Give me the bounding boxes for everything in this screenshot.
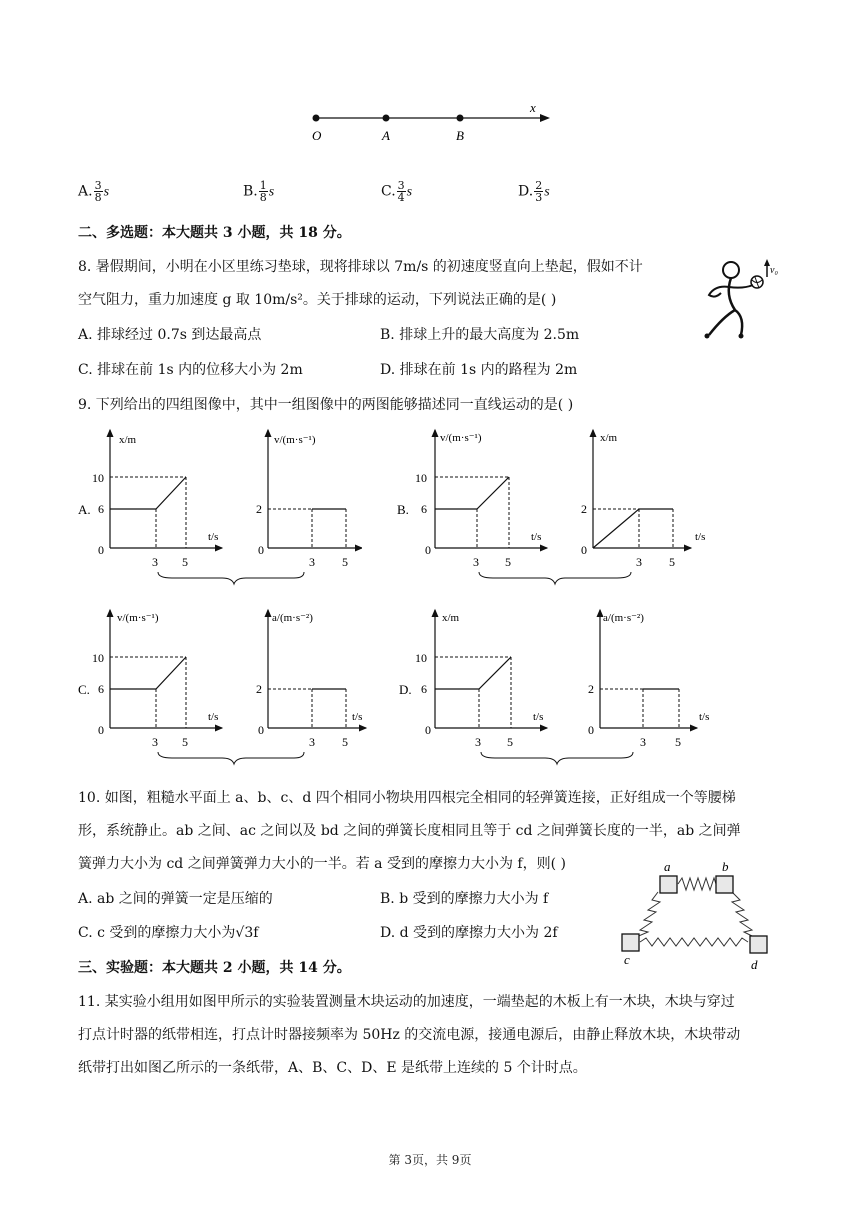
- svg-text:0: 0: [258, 723, 264, 737]
- v0-label: v₀: [770, 265, 778, 276]
- svg-text:C.: C.: [78, 682, 90, 697]
- svg-text:t/s: t/s: [208, 531, 219, 543]
- svg-text:5: 5: [182, 735, 188, 749]
- svg-text:a/(m·s⁻²): a/(m·s⁻²): [603, 612, 644, 624]
- q8-option-b[interactable]: B. 排球上升的最大高度为 2.5m: [380, 327, 580, 343]
- svg-text:3: 3: [640, 735, 646, 749]
- q10-option-c[interactable]: C. c 受到的摩擦力大小为√3f: [78, 925, 259, 941]
- svg-text:t/s: t/s: [531, 531, 542, 543]
- svg-text:3: 3: [475, 735, 481, 749]
- svg-text:B.: B.: [397, 502, 409, 517]
- q8-stem-line1: 8. 暑假期间，小明在小区里练习垫球，现将排球以 7m/s 的初速度竖直向上垫起，假如不计: [78, 259, 643, 275]
- q8-option-c[interactable]: C. 排球在前 1s 内的位移大小为 2m: [78, 362, 303, 378]
- svg-text:3: 3: [152, 735, 158, 749]
- svg-text:0: 0: [425, 543, 431, 557]
- q7-option-d[interactable]: D. $\frac{2}{3}$ s: [518, 179, 550, 204]
- q10-stem-line3: 簧弹力大小为 cd 之间弹簧弹力大小的一半。若 a 受到的摩擦力大小为 f，则( ): [78, 856, 566, 872]
- svg-text:10: 10: [92, 651, 104, 665]
- label-a: a: [664, 859, 671, 874]
- svg-text:2: 2: [256, 502, 262, 516]
- svg-text:3: 3: [636, 555, 642, 569]
- q7-option-b[interactable]: B. $\frac{1}{8}$ s: [243, 179, 275, 204]
- svg-text:2: 2: [588, 682, 594, 696]
- label-b: b: [722, 859, 729, 874]
- svg-text:6: 6: [421, 502, 427, 516]
- svg-text:t/s: t/s: [533, 711, 544, 723]
- q11-stem-line1: 11. 某实验小组用如图甲所示的实验装置测量木块运动的加速度，一端垫起的木板上有一木块，木块与穿过: [78, 994, 735, 1010]
- q9-option-a-graphs[interactable]: [72, 422, 362, 587]
- q9-stem: 9. 下列给出的四组图像中，其中一组图像中的两图能够描述同一直线运动的是( ): [78, 397, 574, 413]
- point-o-label: O: [312, 128, 322, 143]
- svg-text:2: 2: [581, 502, 587, 516]
- svg-text:5: 5: [342, 735, 348, 749]
- volleyball-player-figure: [695, 255, 785, 345]
- svg-text:5: 5: [675, 735, 681, 749]
- q11-stem-line3: 纸带打出如图乙所示的一条纸带，A、B、C、D、E 是纸带上连续的 5 个计时点。: [78, 1060, 587, 1076]
- svg-text:5: 5: [669, 555, 675, 569]
- q8-option-d[interactable]: D. 排球在前 1s 内的路程为 2m: [380, 362, 578, 378]
- point-a-label: A: [382, 128, 390, 143]
- q8-stem-line2: 空气阻力，重力加速度 g 取 10m/s²。关于排球的运动，下列说法正确的是( ): [78, 292, 557, 308]
- svg-text:t/s: t/s: [208, 711, 219, 723]
- svg-text:D.: D.: [399, 682, 412, 697]
- svg-text:10: 10: [415, 471, 427, 485]
- svg-text:10: 10: [92, 471, 104, 485]
- svg-text:t/s: t/s: [695, 531, 706, 543]
- option-a-letter: A.: [78, 502, 91, 517]
- q10-option-d[interactable]: D. d 受到的摩擦力大小为 2f: [380, 925, 558, 941]
- page-footer: 第 3页，共 9页: [388, 1153, 472, 1167]
- q10-option-a[interactable]: A. ab 之间的弹簧一定是压缩的: [78, 891, 273, 907]
- svg-text:2: 2: [256, 682, 262, 696]
- number-line-figure: [300, 96, 560, 146]
- svg-text:t/s: t/s: [352, 711, 363, 723]
- svg-text:0: 0: [98, 543, 104, 557]
- svg-text:6: 6: [421, 682, 427, 696]
- section-2-heading: 二、多选题：本大题共 3 小题，共 18 分。: [78, 225, 351, 241]
- svg-text:6: 6: [98, 682, 104, 696]
- label-d: d: [751, 957, 758, 972]
- svg-text:v/(m·s⁻¹): v/(m·s⁻¹): [117, 612, 159, 624]
- q10-stem-line1: 10. 如图，粗糙水平面上 a、b、c、d 四个相同小物块用四根完全相同的轻弹簧连接，正好组成一个等腰梯: [78, 790, 736, 806]
- q9-option-c-graphs[interactable]: [72, 602, 372, 767]
- svg-text:3: 3: [473, 555, 479, 569]
- label-c: c: [624, 952, 630, 967]
- svg-text:a/(m·s⁻²): a/(m·s⁻²): [272, 612, 313, 624]
- svg-text:3: 3: [309, 555, 315, 569]
- svg-text:5: 5: [505, 555, 511, 569]
- x-m-label: x/m: [119, 434, 137, 446]
- q7-option-a[interactable]: A. $\frac{3}{8}$ s: [78, 179, 110, 204]
- svg-text:5: 5: [507, 735, 513, 749]
- q7-option-c[interactable]: C. $\frac{3}{4}$ s: [381, 179, 413, 204]
- svg-text:3: 3: [309, 735, 315, 749]
- svg-text:0: 0: [258, 543, 264, 557]
- q10-stem-line2: 形，系统静止。ab 之间、ac 之间以及 bd 之间的弹簧长度相同且等于 cd 之间弹簧长度的一半，ab 之间弹: [78, 823, 741, 839]
- q9-option-b-graphs[interactable]: [395, 422, 725, 587]
- q10-option-b[interactable]: B. b 受到的摩擦力大小为 f: [380, 891, 549, 907]
- svg-text:0: 0: [588, 723, 594, 737]
- section-3-heading: 三、实验题：本大题共 2 小题，共 14 分。: [78, 960, 351, 976]
- spring-trapezoid-figure: [612, 856, 777, 976]
- svg-text:x/m: x/m: [442, 612, 460, 624]
- svg-text:10: 10: [415, 651, 427, 665]
- svg-text:6: 6: [98, 502, 104, 516]
- svg-text:x/m: x/m: [600, 432, 618, 444]
- x-axis-label: x: [530, 100, 536, 115]
- q8-option-a[interactable]: A. 排球经过 0.7s 到达最高点: [78, 327, 262, 343]
- svg-text:t/s: t/s: [699, 711, 710, 723]
- svg-text:5: 5: [182, 555, 188, 569]
- svg-text:v/(m·s⁻¹): v/(m·s⁻¹): [274, 434, 316, 446]
- svg-text:5: 5: [342, 555, 348, 569]
- svg-text:3: 3: [152, 555, 158, 569]
- q11-stem-line2: 打点计时器的纸带相连，打点计时器接频率为 50Hz 的交流电源，接通电源后，由静止释放木块，木块带动: [78, 1027, 741, 1043]
- svg-text:v/(m·s⁻¹): v/(m·s⁻¹): [440, 432, 482, 444]
- svg-text:0: 0: [98, 723, 104, 737]
- q9-option-d-graphs[interactable]: [395, 602, 725, 767]
- svg-text:0: 0: [425, 723, 431, 737]
- svg-text:0: 0: [581, 543, 587, 557]
- point-b-label: B: [456, 128, 464, 143]
